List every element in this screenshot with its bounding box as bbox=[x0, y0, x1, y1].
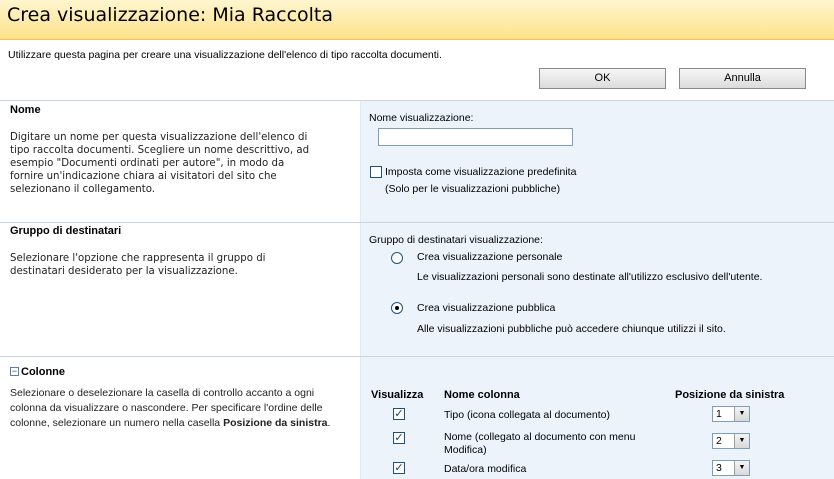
nome-section-title: Nome bbox=[10, 104, 41, 116]
default-view-label: Imposta come visualizzazione predefinita bbox=[385, 166, 577, 178]
column-position-select[interactable]: 3 ▼ bbox=[712, 460, 750, 476]
view-name-input[interactable] bbox=[378, 128, 573, 146]
public-view-desc: Alle visualizzazioni pubbliche può accedere chiunque utilizzi il sito. bbox=[417, 323, 726, 335]
column-visible-checkbox[interactable]: ✓ bbox=[394, 408, 404, 420]
personal-view-desc: Le visualizzazioni personali sono destinate all'utilizzo esclusivo dell'utente. bbox=[417, 271, 763, 283]
chevron-down-icon: ▼ bbox=[734, 434, 749, 448]
chevron-down-icon: ▼ bbox=[734, 407, 749, 421]
view-name-label: Nome visualizzazione: bbox=[369, 112, 474, 124]
column-position-select[interactable]: 1 ▼ bbox=[712, 406, 750, 422]
header-nome-colonna: Nome colonna bbox=[444, 389, 520, 401]
gruppo-section-title: Gruppo di destinatari bbox=[10, 225, 122, 237]
colonne-section-desc: Selezionare o deselezionare la casella di controllo accanto a ogni colonna da visualizzare o nascondere. Per specificare l'ordine delle colonne, selezionare un numero nella casella Posizione da sinistra. bbox=[10, 387, 331, 429]
separator bbox=[0, 100, 834, 101]
default-view-note: (Solo per le visualizzazioni pubbliche) bbox=[385, 183, 561, 195]
cancel-button[interactable]: Annulla bbox=[679, 68, 806, 89]
column-position-select[interactable]: 2 ▼ bbox=[712, 433, 750, 449]
personal-view-label: Crea visualizzazione personale bbox=[417, 251, 563, 263]
collapse-minus-icon[interactable]: − bbox=[11, 366, 18, 376]
gruppo-section-desc: Selezionare l'opzione che rappresenta il gruppo di destinatari desiderato per la visualizzazione. bbox=[10, 253, 266, 277]
column-visible-checkbox[interactable]: ✓ bbox=[394, 432, 404, 444]
ok-button[interactable]: OK bbox=[539, 68, 666, 89]
default-view-checkbox[interactable] bbox=[370, 166, 382, 178]
radio-selected-dot bbox=[395, 306, 399, 310]
column-name: Nome (collegato al documento con menu Modifica) bbox=[444, 431, 636, 456]
column-visible-checkbox[interactable]: ✓ bbox=[394, 462, 404, 474]
column-name: Tipo (icona collegata al documento) bbox=[444, 409, 610, 421]
chevron-down-icon: ▼ bbox=[734, 461, 749, 475]
page-intro: Utilizzare questa pagina per creare una visualizzazione dell'elenco di tipo raccolta documenti. bbox=[8, 49, 442, 61]
page-title: Crea visualizzazione: Mia Raccolta bbox=[7, 4, 334, 26]
title-bar bbox=[0, 0, 834, 40]
colonne-section-title: Colonne bbox=[21, 366, 65, 378]
separator bbox=[0, 356, 834, 357]
personal-view-radio[interactable] bbox=[391, 252, 403, 264]
nome-section-desc: Digitare un nome per questa visualizzazione dell'elenco di tipo raccolta documenti. Scegliere un nome descrittivo, ad esempio "Documenti ordinati per autore", in modo da fornire un'indicazione chiara ai visitatori del sito che selezionano il collegamento. bbox=[10, 132, 310, 195]
separator bbox=[0, 222, 834, 223]
public-view-radio[interactable] bbox=[391, 302, 403, 314]
header-posizione: Posizione da sinistra bbox=[675, 389, 785, 401]
header-visualizza: Visualizza bbox=[371, 389, 424, 401]
column-name: Data/ora modifica bbox=[444, 463, 527, 475]
audience-label: Gruppo di destinatari visualizzazione: bbox=[369, 234, 543, 246]
public-view-label: Crea visualizzazione pubblica bbox=[417, 302, 556, 314]
